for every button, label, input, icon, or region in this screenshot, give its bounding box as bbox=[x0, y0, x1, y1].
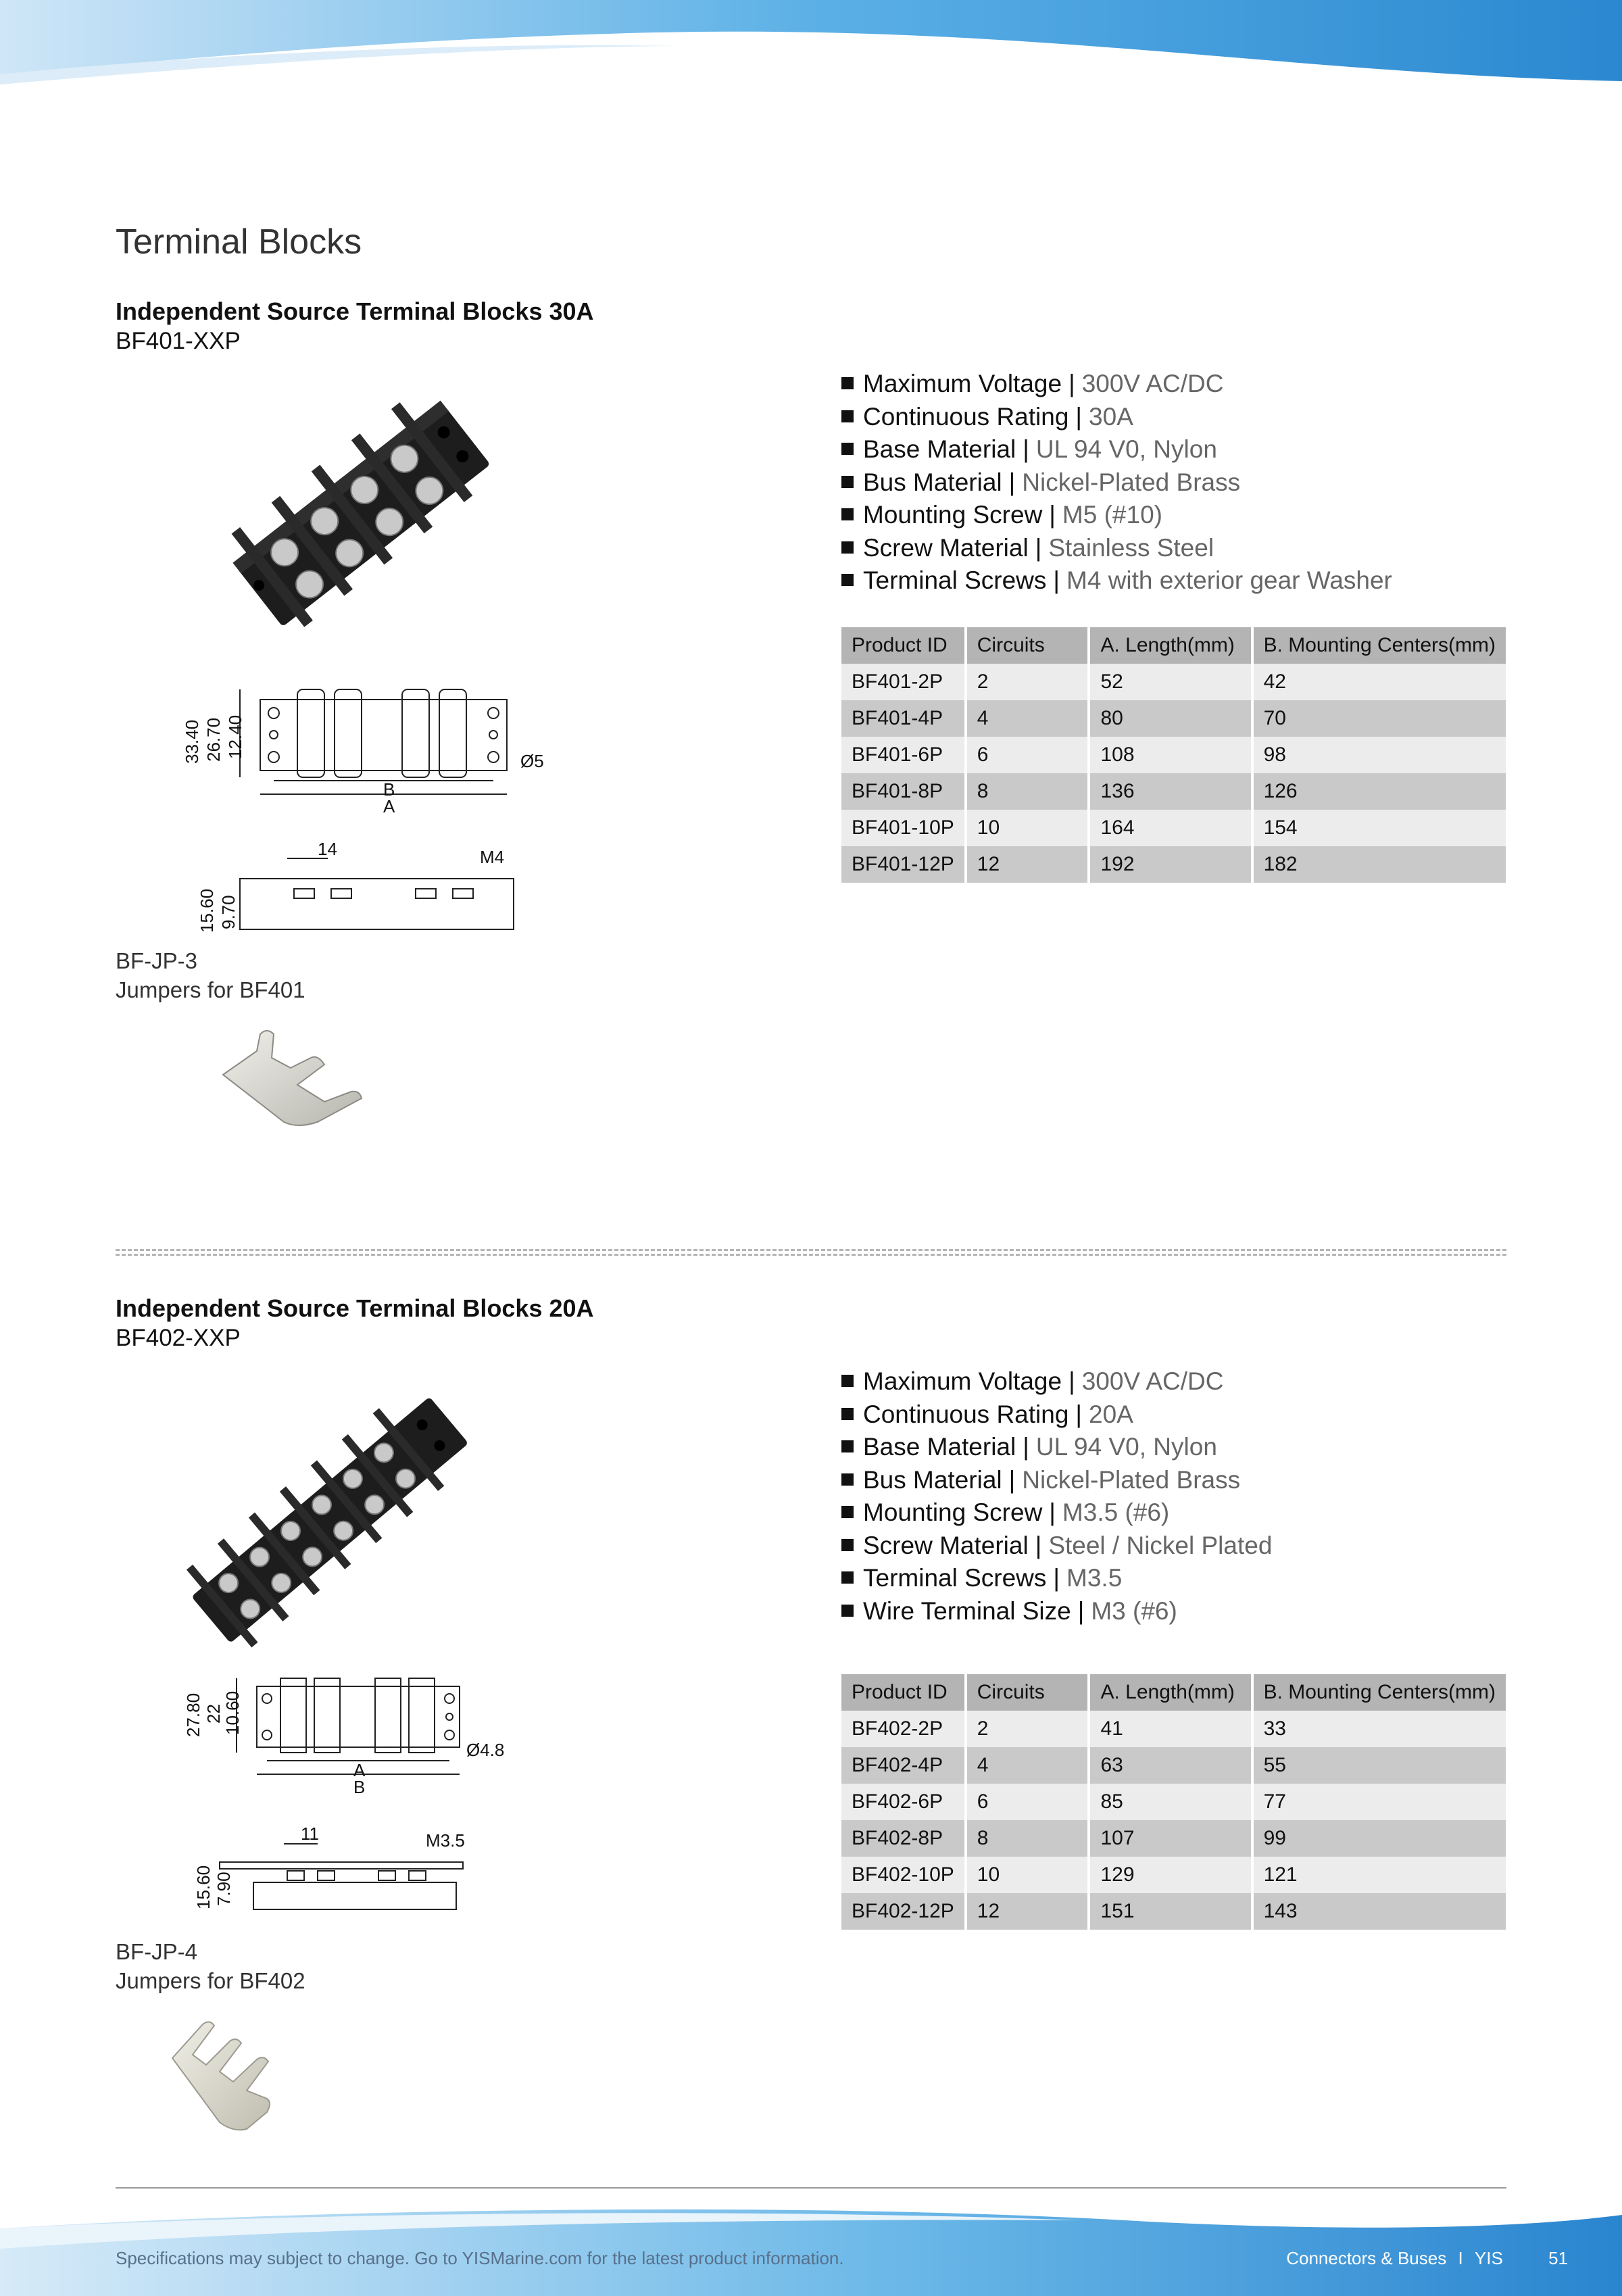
dimension-drawing-30a-side bbox=[193, 841, 544, 936]
spec-value: 300V AC/DC bbox=[1081, 370, 1224, 397]
table-row bbox=[841, 773, 1506, 810]
section-divider bbox=[116, 1254, 1506, 1256]
spec-label: Base Material bbox=[863, 1433, 1016, 1461]
terminal-block-20a-photo bbox=[169, 1382, 487, 1653]
table-cell: 77 bbox=[1254, 1784, 1506, 1820]
table-cell: 80 bbox=[1090, 700, 1250, 737]
spec-item: Bus Material | Nickel-Plated Brass bbox=[841, 466, 1392, 499]
spec-value: M3.5 (#6) bbox=[1062, 1498, 1170, 1526]
page-title: Terminal Blocks bbox=[116, 222, 362, 262]
bullet-icon bbox=[841, 443, 854, 455]
table-cell: 6 bbox=[967, 1784, 1088, 1820]
section-title-20a: Independent Source Terminal Blocks 20A bbox=[116, 1294, 594, 1322]
section-model-30a: BF401-XXP bbox=[116, 328, 241, 354]
spec-item: Maximum Voltage | 300V AC/DC bbox=[841, 368, 1392, 401]
spec-label: Mounting Screw bbox=[863, 501, 1043, 529]
spec-label: Screw Material bbox=[863, 533, 1029, 562]
spec-label: Maximum Voltage bbox=[863, 1367, 1062, 1395]
terminal-block-30a-photo bbox=[216, 385, 507, 642]
dim-h2-label: 26.70 bbox=[203, 717, 224, 762]
table-cell: BF402-10P bbox=[841, 1857, 964, 1893]
table-header: Product ID bbox=[841, 1674, 964, 1711]
spec-item: Mounting Screw | M3.5 (#6) bbox=[841, 1496, 1272, 1530]
footer-meta bbox=[1279, 2248, 1568, 2269]
spec-label: Screw Material bbox=[863, 1531, 1029, 1559]
table-cell: 136 bbox=[1090, 773, 1250, 810]
table-header: Product ID bbox=[841, 627, 964, 664]
spec-value: 300V AC/DC bbox=[1081, 1367, 1224, 1395]
dim-h3-label: 10.60 bbox=[222, 1690, 243, 1735]
spec-item: Wire Terminal Size | M3 (#6) bbox=[841, 1595, 1272, 1628]
table-cell: 164 bbox=[1090, 810, 1250, 846]
spec-value: 30A bbox=[1089, 402, 1133, 431]
spec-label: Wire Terminal Size bbox=[863, 1596, 1071, 1625]
table-row bbox=[841, 1747, 1506, 1784]
table-cell: 4 bbox=[967, 700, 1088, 737]
table-row bbox=[841, 664, 1506, 700]
spec-label: Continuous Rating bbox=[863, 1400, 1069, 1428]
spec-value: UL 94 V0, Nylon bbox=[1035, 1433, 1217, 1461]
dim-s1-label: 15.60 bbox=[193, 1865, 214, 1909]
bullet-icon bbox=[841, 1506, 854, 1518]
table-header: A. Length(mm) bbox=[1090, 627, 1250, 664]
table-cell: 12 bbox=[967, 846, 1088, 883]
spec-item: Continuous Rating | 30A bbox=[841, 401, 1392, 434]
spec-label: Terminal Screws bbox=[863, 566, 1047, 594]
bullet-icon bbox=[841, 1375, 854, 1387]
table-row bbox=[841, 700, 1506, 737]
product-table-30a bbox=[839, 627, 1508, 883]
spec-label: Bus Material bbox=[863, 1465, 1002, 1494]
table-row bbox=[841, 1784, 1506, 1820]
section-model-20a: BF402-XXP bbox=[116, 1325, 241, 1351]
table-cell: BF402-4P bbox=[841, 1747, 964, 1784]
jumper-desc-20a: Jumpers for BF402 bbox=[116, 1968, 305, 1993]
bullet-icon bbox=[841, 574, 854, 586]
table-cell: 70 bbox=[1254, 700, 1506, 737]
spec-item: Screw Material | Stainless Steel bbox=[841, 532, 1392, 565]
spec-item: Mounting Screw | M5 (#10) bbox=[841, 499, 1392, 532]
footer-category: Connectors & Buses bbox=[1286, 2248, 1447, 2268]
footer-disclaimer: Specifications may subject to change. Go to YISMarine.com for the latest product information. bbox=[116, 2248, 844, 2268]
table-cell: BF402-12P bbox=[841, 1893, 964, 1930]
table-cell: 85 bbox=[1090, 1784, 1250, 1820]
table-cell: 154 bbox=[1254, 810, 1506, 846]
spec-value: M3.5 bbox=[1066, 1564, 1123, 1592]
spec-label: Terminal Screws bbox=[863, 1564, 1047, 1592]
dimension-drawing-20a-top bbox=[179, 1673, 531, 1801]
table-cell: 192 bbox=[1090, 846, 1250, 883]
table-cell: BF401-4P bbox=[841, 700, 964, 737]
table-cell: 6 bbox=[967, 737, 1088, 773]
table-header: B. Mounting Centers(mm) bbox=[1254, 627, 1506, 664]
spec-item: Base Material | UL 94 V0, Nylon bbox=[841, 433, 1392, 466]
table-cell: 121 bbox=[1254, 1857, 1506, 1893]
table-cell: BF402-8P bbox=[841, 1820, 964, 1857]
table-cell: 151 bbox=[1090, 1893, 1250, 1930]
spec-value: M5 (#10) bbox=[1062, 501, 1162, 529]
spec-label: Mounting Screw bbox=[863, 1498, 1043, 1526]
bullet-icon bbox=[841, 1539, 854, 1551]
dim-screw-label: M3.5 bbox=[426, 1830, 465, 1851]
spec-value: M4 with exterior gear Washer bbox=[1066, 566, 1392, 594]
section-title-30a: Independent Source Terminal Blocks 30A bbox=[116, 297, 594, 325]
bullet-icon bbox=[841, 410, 854, 422]
table-cell: BF401-8P bbox=[841, 773, 964, 810]
table-cell: 8 bbox=[967, 773, 1088, 810]
table-cell: BF401-10P bbox=[841, 810, 964, 846]
header-wave-decoration bbox=[0, 0, 1622, 95]
footer-divider: I bbox=[1458, 2248, 1463, 2268]
dim-s2-label: 7.90 bbox=[214, 1872, 234, 1906]
spec-value: M3 (#6) bbox=[1091, 1596, 1177, 1625]
table-header: A. Length(mm) bbox=[1090, 1674, 1250, 1711]
table-header: Circuits bbox=[967, 627, 1088, 664]
table-cell: BF402-2P bbox=[841, 1711, 964, 1747]
table-header: B. Mounting Centers(mm) bbox=[1254, 1674, 1506, 1711]
spec-item: Bus Material | Nickel-Plated Brass bbox=[841, 1464, 1272, 1497]
table-cell: 10 bbox=[967, 810, 1088, 846]
spec-item: Terminal Screws | M4 with exterior gear Washer bbox=[841, 564, 1392, 597]
dim-pitch-label: 14 bbox=[318, 841, 337, 859]
spec-label: Maximum Voltage bbox=[863, 370, 1062, 397]
jumper-desc-30a: Jumpers for BF401 bbox=[116, 977, 305, 1002]
spec-item: Screw Material | Steel / Nickel Plated bbox=[841, 1530, 1272, 1563]
bullet-icon bbox=[841, 377, 854, 389]
bullet-icon bbox=[841, 541, 854, 554]
spec-value: 20A bbox=[1089, 1400, 1133, 1428]
table-cell: 4 bbox=[967, 1747, 1088, 1784]
spec-list-30a bbox=[841, 368, 1392, 597]
dim-hole-label: Ø4.8 bbox=[466, 1740, 505, 1760]
spec-item: Base Material | UL 94 V0, Nylon bbox=[841, 1431, 1272, 1464]
table-row bbox=[841, 1857, 1506, 1893]
table-cell: 33 bbox=[1254, 1711, 1506, 1747]
product-table-20a bbox=[839, 1674, 1508, 1930]
dim-h1-label: 27.80 bbox=[183, 1692, 203, 1737]
jumper-bf-jp-3-photo bbox=[216, 1027, 378, 1129]
table-cell: 129 bbox=[1090, 1857, 1250, 1893]
table-cell: 98 bbox=[1254, 737, 1506, 773]
table-row bbox=[841, 1820, 1506, 1857]
table-header: Circuits bbox=[967, 1674, 1088, 1711]
footer-brand: YIS bbox=[1474, 2248, 1503, 2268]
bullet-icon bbox=[841, 508, 854, 520]
dim-hole-label: Ø5 bbox=[520, 751, 544, 771]
jumper-bf-jp-4-photo bbox=[166, 2018, 301, 2132]
dim-h3-label: 12.40 bbox=[225, 714, 245, 759]
spec-label: Base Material bbox=[863, 435, 1016, 463]
table-cell: 55 bbox=[1254, 1747, 1506, 1784]
spec-list-20a bbox=[841, 1365, 1272, 1628]
dim-s2-label: 9.70 bbox=[218, 895, 239, 929]
bullet-icon bbox=[841, 1605, 854, 1617]
table-cell: 42 bbox=[1254, 664, 1506, 700]
spec-item: Continuous Rating | 20A bbox=[841, 1398, 1272, 1432]
table-row bbox=[841, 810, 1506, 846]
spec-value: Stainless Steel bbox=[1048, 533, 1214, 562]
jumper-id-30a: BF-JP-3 bbox=[116, 948, 198, 973]
table-cell: 52 bbox=[1090, 664, 1250, 700]
spec-label: Continuous Rating bbox=[863, 402, 1069, 431]
spec-value: Nickel-Plated Brass bbox=[1022, 1465, 1241, 1494]
bullet-icon bbox=[841, 1408, 854, 1420]
bullet-icon bbox=[841, 1571, 854, 1584]
dim-a-label: A bbox=[383, 796, 395, 816]
spec-label: Bus Material bbox=[863, 468, 1002, 496]
spec-item: Terminal Screws | M3.5 bbox=[841, 1562, 1272, 1595]
table-cell: 143 bbox=[1254, 1893, 1506, 1930]
bullet-icon bbox=[841, 1440, 854, 1452]
dim-h2-label: 22 bbox=[203, 1704, 224, 1724]
table-cell: BF401-6P bbox=[841, 737, 964, 773]
table-cell: 182 bbox=[1254, 846, 1506, 883]
bullet-icon bbox=[841, 1473, 854, 1486]
table-cell: 10 bbox=[967, 1857, 1088, 1893]
table-row bbox=[841, 1893, 1506, 1930]
table-cell: 2 bbox=[967, 1711, 1088, 1747]
dim-h1-label: 33.40 bbox=[182, 719, 202, 764]
table-row bbox=[841, 1711, 1506, 1747]
spec-item: Maximum Voltage | 300V AC/DC bbox=[841, 1365, 1272, 1398]
footer-rule bbox=[116, 2187, 1506, 2189]
table-cell: 107 bbox=[1090, 1820, 1250, 1857]
table-cell: 63 bbox=[1090, 1747, 1250, 1784]
table-cell: 2 bbox=[967, 664, 1088, 700]
dim-screw-label: M4 bbox=[480, 847, 505, 867]
bullet-icon bbox=[841, 476, 854, 488]
table-cell: 12 bbox=[967, 1893, 1088, 1930]
table-cell: 108 bbox=[1090, 737, 1250, 773]
table-row bbox=[841, 846, 1506, 883]
dim-b-label: B bbox=[353, 1777, 366, 1797]
dim-pitch-label: 11 bbox=[301, 1825, 319, 1844]
dimension-drawing-30a-top bbox=[179, 686, 558, 821]
table-cell: 41 bbox=[1090, 1711, 1250, 1747]
section-divider bbox=[116, 1249, 1506, 1251]
dim-a-label: A bbox=[353, 1760, 366, 1780]
table-cell: BF402-6P bbox=[841, 1784, 964, 1820]
spec-value: UL 94 V0, Nylon bbox=[1035, 435, 1217, 463]
page-number: 51 bbox=[1548, 2248, 1568, 2268]
spec-value: Steel / Nickel Plated bbox=[1048, 1531, 1273, 1559]
jumper-id-20a: BF-JP-4 bbox=[116, 1939, 198, 1964]
dim-b-label: B bbox=[383, 779, 395, 800]
table-cell: 99 bbox=[1254, 1820, 1506, 1857]
table-cell: BF401-12P bbox=[841, 846, 964, 883]
table-cell: 8 bbox=[967, 1820, 1088, 1857]
dim-s1-label: 15.60 bbox=[197, 888, 217, 933]
table-cell: 126 bbox=[1254, 773, 1506, 810]
table-cell: BF401-2P bbox=[841, 664, 964, 700]
dimension-drawing-20a-side bbox=[193, 1825, 517, 1916]
table-row bbox=[841, 737, 1506, 773]
spec-value: Nickel-Plated Brass bbox=[1022, 468, 1241, 496]
